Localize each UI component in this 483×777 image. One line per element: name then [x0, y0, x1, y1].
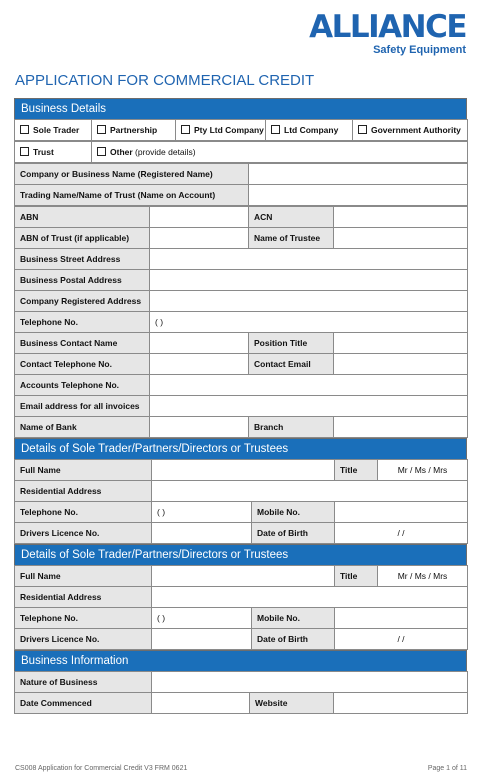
person-telephone-label: Telephone No.	[15, 608, 152, 629]
logo-wordmark: ALLIANCE	[309, 9, 466, 45]
person-2-table	[14, 565, 468, 650]
business-type-row-2	[15, 142, 468, 163]
footer-document-code: CS008 Application for Commercial Credit V3 FRM 0621	[15, 765, 188, 772]
bank-name-field[interactable]	[150, 417, 249, 438]
date-commenced-field[interactable]	[152, 693, 250, 714]
email-invoices-label: Email address for all invoices	[15, 396, 150, 417]
mobile-label: Mobile No.	[252, 502, 335, 523]
checkbox-icon[interactable]	[97, 125, 106, 134]
street-address-label: Business Street Address	[15, 249, 150, 270]
company-logo	[309, 9, 466, 56]
abn-trust-field[interactable]	[150, 228, 249, 249]
section-header-person-2: Details of Sole Trader/Partners/Directors or Trustees	[14, 544, 467, 565]
trustee-name-label: Name of Trustee	[249, 228, 334, 249]
licence-label: Drivers Licence No.	[15, 629, 152, 650]
checkbox-icon[interactable]	[358, 125, 367, 134]
business-information-table	[14, 671, 468, 714]
licence-field[interactable]	[152, 523, 252, 544]
business-details-table	[14, 206, 468, 438]
section-header-person-1: Details of Sole Trader/Partners/Directors or Trustees	[14, 438, 467, 459]
option-partnership[interactable]: Partnership	[92, 120, 176, 141]
person-telephone-label: Telephone No.	[15, 502, 152, 523]
abn-label: ABN	[15, 207, 150, 228]
website-label: Website	[250, 693, 334, 714]
option-other[interactable]: Other (provide details)	[92, 142, 468, 163]
postal-address-label: Business Postal Address	[15, 270, 150, 291]
full-name-label: Full Name	[15, 460, 152, 481]
dob-field[interactable]: / /	[335, 629, 468, 650]
person-1-table	[14, 459, 468, 544]
postal-address-field[interactable]	[150, 270, 468, 291]
area-code-brackets: ( )	[155, 317, 164, 327]
page-title: APPLICATION FOR COMMERCIAL CREDIT	[15, 72, 315, 89]
title-label: Title	[335, 460, 378, 481]
position-title-label: Position Title	[249, 333, 334, 354]
mobile-field[interactable]	[335, 608, 468, 629]
registered-address-label: Company Registered Address	[15, 291, 150, 312]
accounts-telephone-label: Accounts Telephone No.	[15, 375, 150, 396]
full-name-field[interactable]	[152, 566, 335, 587]
accounts-telephone-field[interactable]	[150, 375, 468, 396]
branch-field[interactable]	[334, 417, 468, 438]
section-header-business-information: Business Information	[14, 650, 467, 671]
residential-address-label: Residential Address	[15, 587, 152, 608]
person-telephone-field[interactable]	[152, 502, 252, 523]
checkbox-icon[interactable]	[20, 125, 29, 134]
business-type-table	[14, 119, 468, 141]
abn-trust-label: ABN of Trust (if applicable)	[15, 228, 150, 249]
area-code-brackets: ( )	[157, 613, 166, 623]
company-name-label: Company or Business Name (Registered Name)	[15, 164, 249, 185]
residential-address-field[interactable]	[152, 481, 468, 502]
mobile-label: Mobile No.	[252, 608, 335, 629]
contact-name-label: Business Contact Name	[15, 333, 150, 354]
title-label: Title	[335, 566, 378, 587]
licence-label: Drivers Licence No.	[15, 523, 152, 544]
area-code-brackets: ( )	[157, 507, 166, 517]
acn-label: ACN	[249, 207, 334, 228]
email-invoices-field[interactable]	[150, 396, 468, 417]
abn-field[interactable]	[150, 207, 249, 228]
contact-email-label: Contact Email	[249, 354, 334, 375]
title-options[interactable]: Mr / Ms / Mrs	[378, 460, 468, 481]
option-ltd-company[interactable]: Ltd Company	[266, 120, 353, 141]
full-name-label: Full Name	[15, 566, 152, 587]
date-commenced-label: Date Commenced	[15, 693, 152, 714]
person-telephone-field[interactable]	[152, 608, 252, 629]
credit-application-form	[14, 98, 467, 714]
branch-label: Branch	[249, 417, 334, 438]
full-name-field[interactable]	[152, 460, 335, 481]
telephone-label: Telephone No.	[15, 312, 150, 333]
bank-name-label: Name of Bank	[15, 417, 150, 438]
acn-field[interactable]	[334, 207, 468, 228]
logo-tagline: Safety Equipment	[373, 44, 466, 56]
licence-field[interactable]	[152, 629, 252, 650]
checkbox-icon[interactable]	[97, 147, 106, 156]
business-type-table-2	[14, 141, 468, 163]
residential-address-label: Residential Address	[15, 481, 152, 502]
section-header-business-details: Business Details	[14, 98, 467, 119]
trading-name-field[interactable]	[249, 185, 468, 206]
contact-telephone-label: Contact Telephone No.	[15, 354, 150, 375]
contact-telephone-field[interactable]	[150, 354, 249, 375]
dob-label: Date of Birth	[252, 523, 335, 544]
street-address-field[interactable]	[150, 249, 468, 270]
nature-of-business-field[interactable]	[152, 672, 468, 693]
business-type-row-1	[15, 120, 468, 141]
dob-label: Date of Birth	[252, 629, 335, 650]
website-field[interactable]	[334, 693, 468, 714]
footer-page-number: Page 1 of 11	[427, 765, 467, 772]
checkbox-icon[interactable]	[20, 147, 29, 156]
telephone-field[interactable]	[150, 312, 468, 333]
title-options[interactable]: Mr / Ms / Mrs	[378, 566, 468, 587]
position-title-field[interactable]	[334, 333, 468, 354]
option-trust[interactable]: Trust	[15, 142, 92, 163]
contact-name-field[interactable]	[150, 333, 249, 354]
business-names-table	[14, 163, 468, 206]
nature-of-business-label: Nature of Business	[15, 672, 152, 693]
other-note: (provide details)	[135, 147, 196, 157]
dob-field[interactable]: / /	[335, 523, 468, 544]
option-sole-trader[interactable]: Sole Trader	[15, 120, 92, 141]
registered-address-field[interactable]	[150, 291, 468, 312]
option-pty-ltd-company[interactable]: Pty Ltd Company	[176, 120, 266, 141]
checkbox-icon[interactable]	[181, 125, 190, 134]
company-name-field[interactable]	[249, 164, 468, 185]
trustee-name-field[interactable]	[334, 228, 468, 249]
residential-address-field[interactable]	[152, 587, 468, 608]
mobile-field[interactable]	[335, 502, 468, 523]
option-government-authority[interactable]: Government Authority	[353, 120, 468, 141]
contact-email-field[interactable]	[334, 354, 468, 375]
trading-name-label: Trading Name/Name of Trust (Name on Account)	[15, 185, 249, 206]
checkbox-icon[interactable]	[271, 125, 280, 134]
